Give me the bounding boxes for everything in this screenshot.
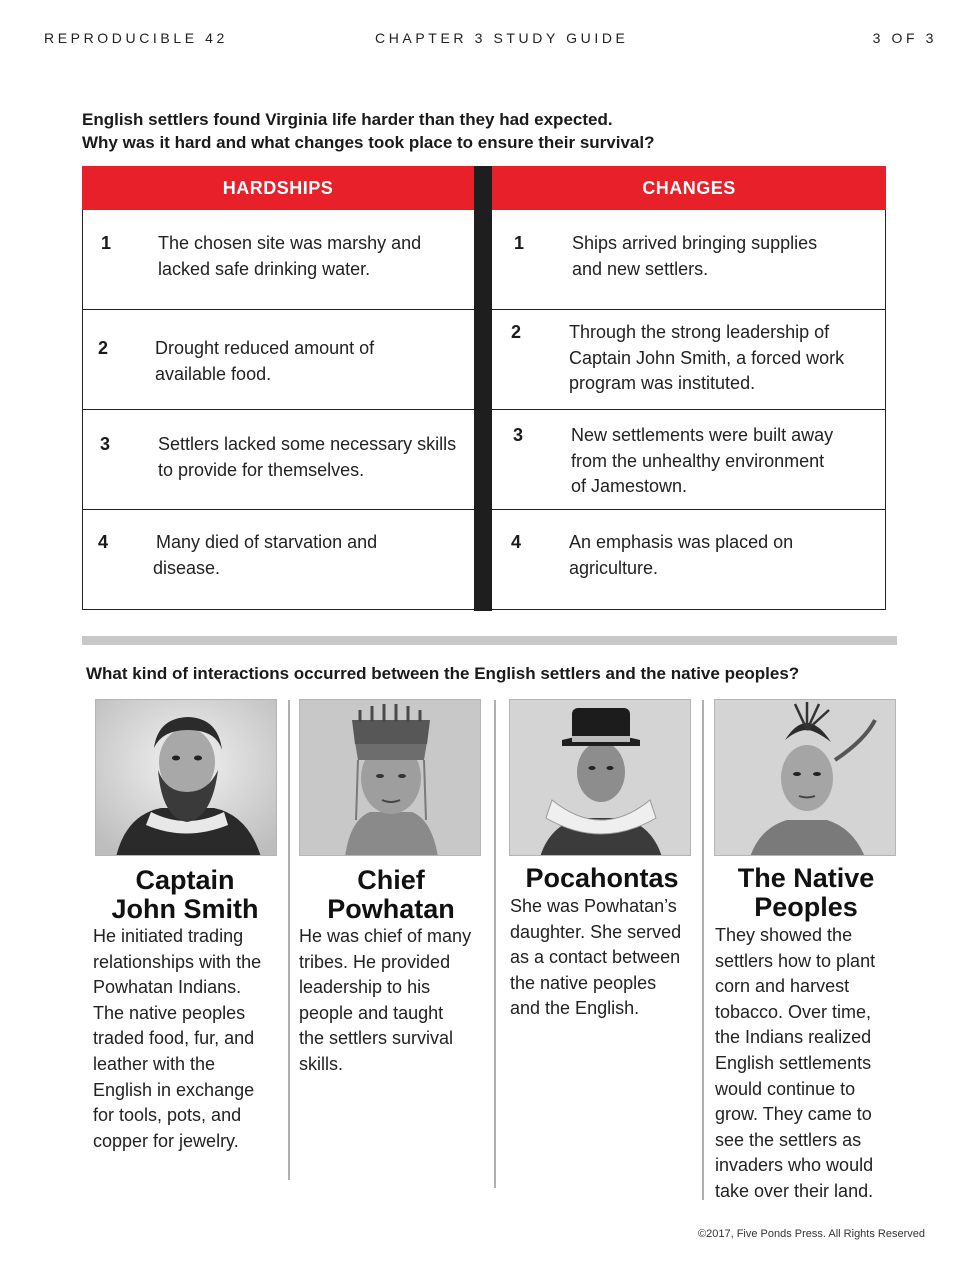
native-peoples-portrait	[714, 699, 896, 856]
desc-line: tobacco. Over time,	[715, 1001, 872, 1022]
row-text	[571, 423, 875, 500]
desc-line: tribes. He provided	[299, 951, 451, 972]
row-number: 4	[511, 532, 522, 552]
profile-separator	[494, 700, 496, 1188]
change-row	[492, 510, 885, 610]
row-text	[158, 231, 464, 282]
hardship-row	[83, 510, 474, 610]
text-line: and new settlers.	[572, 258, 709, 279]
text-line: Settlers lacked some necessary skills	[158, 434, 457, 454]
row-number: 2	[511, 322, 522, 342]
desc-line: would continue to	[715, 1078, 856, 1099]
profile-separator	[702, 700, 704, 1200]
desc-line: He was chief of many	[299, 926, 472, 946]
text-line: lacked safe drinking water.	[158, 258, 371, 279]
row-number: 1	[514, 233, 525, 253]
text-line: from the unhealthy environment	[571, 450, 825, 471]
section-divider	[82, 636, 897, 645]
desc-line: The native peoples	[93, 1002, 246, 1023]
desc-line: English in exchange	[93, 1079, 255, 1100]
desc-line: leadership to his	[299, 977, 431, 998]
desc-line: corn and harvest	[715, 976, 850, 997]
desc-line: copper for jewelry.	[93, 1130, 239, 1151]
native-peoples-description	[715, 923, 905, 1205]
change-row	[492, 310, 885, 410]
text-line: The chosen site was marshy and	[158, 233, 422, 253]
native-peoples-name	[708, 864, 904, 922]
row-number: 3	[100, 434, 111, 454]
question-line-1: English settlers found Virginia life harder than they had expected.	[82, 110, 613, 129]
column-divider	[474, 166, 492, 611]
change-row	[492, 210, 885, 310]
text-line: Many died of starvation and	[156, 532, 378, 552]
name-line: Powhatan	[327, 894, 455, 924]
desc-line: skills.	[299, 1053, 343, 1074]
desc-line: settlers how to plant	[715, 950, 876, 971]
john-smith-portrait	[95, 699, 277, 856]
question-line-2: Why was it hard and what changes took place to ensure their survival?	[82, 133, 655, 152]
pocahontas-name	[505, 864, 699, 893]
question-hardships	[82, 108, 882, 154]
text-line: agriculture.	[569, 557, 659, 578]
desc-line: He initiated trading	[93, 926, 244, 946]
text-line: disease.	[153, 557, 221, 578]
desc-line: relationships with the	[93, 951, 262, 972]
hardship-row	[83, 310, 474, 410]
desc-line: invaders who would	[715, 1155, 874, 1176]
row-text	[158, 432, 464, 483]
name-line: The Native	[737, 863, 875, 893]
desc-line: daughter. She served	[510, 921, 682, 942]
desc-line: the native peoples	[510, 972, 657, 993]
chief-powhatan-name	[293, 866, 489, 924]
profile-separator	[288, 700, 290, 1180]
john-smith-description	[93, 924, 285, 1154]
text-line: An emphasis was placed on	[569, 532, 794, 552]
hardship-row	[83, 410, 474, 510]
hardships-header: HARDSHIPS	[82, 166, 474, 210]
row-text	[569, 530, 875, 581]
chief-powhatan-description	[299, 924, 491, 1078]
text-line: Captain John Smith, a forced work	[569, 347, 845, 368]
name-line: Peoples	[754, 892, 858, 922]
desc-line: the settlers survival	[299, 1028, 454, 1049]
text-line: of Jamestown.	[571, 476, 688, 496]
text-line: Ships arrived bringing supplies	[572, 233, 818, 253]
desc-line: people and taught	[299, 1002, 444, 1023]
desc-line: leather with the	[93, 1053, 216, 1074]
desc-line: as a contact between	[510, 947, 681, 968]
name-line: Chief	[357, 865, 425, 895]
header-page: 3 OF 3	[872, 30, 937, 46]
desc-line: the Indians realized	[715, 1027, 872, 1048]
desc-line: take over their land.	[715, 1180, 874, 1201]
desc-line: traded food, fur, and	[93, 1028, 255, 1049]
text-line: program was instituted.	[569, 373, 756, 393]
desc-line: She was Powhatan’s	[510, 896, 677, 916]
question-interactions: What kind of interactions occurred between the English settlers and the native peoples?	[86, 664, 800, 683]
chief-powhatan-portrait	[299, 699, 481, 856]
desc-line: see the settlers as	[715, 1129, 862, 1150]
name-line: Pocahontas	[525, 863, 679, 893]
text-line: Drought reduced amount of	[155, 338, 375, 358]
row-text	[569, 320, 875, 397]
desc-line: Powhatan Indians.	[93, 977, 242, 998]
row-number: 2	[98, 338, 109, 358]
text-line: to provide for themselves.	[158, 459, 365, 480]
desc-line: They showed the	[715, 925, 853, 945]
row-text	[572, 231, 875, 282]
john-smith-name	[88, 866, 282, 924]
pocahontas-description	[510, 894, 700, 1022]
desc-line: grow. They came to	[715, 1104, 872, 1125]
pocahontas-portrait	[509, 699, 691, 856]
change-row	[492, 410, 885, 510]
changes-column	[492, 210, 886, 610]
hardships-changes-table	[82, 166, 886, 611]
text-line: Through the strong leadership of	[569, 322, 830, 342]
copyright-notice: ©2017, Five Ponds Press. All Rights Reserved	[698, 1228, 925, 1240]
text-line: New settlements were built away	[571, 425, 834, 445]
changes-header: CHANGES	[492, 166, 886, 210]
desc-line: English settlements	[715, 1052, 872, 1073]
text-line: available food.	[155, 363, 272, 384]
row-number: 1	[101, 233, 112, 253]
name-line: John Smith	[111, 894, 259, 924]
row-number: 4	[98, 532, 109, 552]
row-number: 3	[513, 425, 524, 445]
row-text	[155, 336, 464, 387]
header-chapter: CHAPTER 3 STUDY GUIDE	[375, 30, 629, 46]
hardship-row	[83, 210, 474, 310]
name-line: Captain	[135, 865, 235, 895]
header-reproducible: REPRODUCIBLE 42	[44, 30, 228, 46]
hardships-column	[82, 210, 474, 610]
row-text	[153, 530, 464, 581]
desc-line: for tools, pots, and	[93, 1105, 242, 1126]
desc-line: and the English.	[510, 998, 640, 1019]
